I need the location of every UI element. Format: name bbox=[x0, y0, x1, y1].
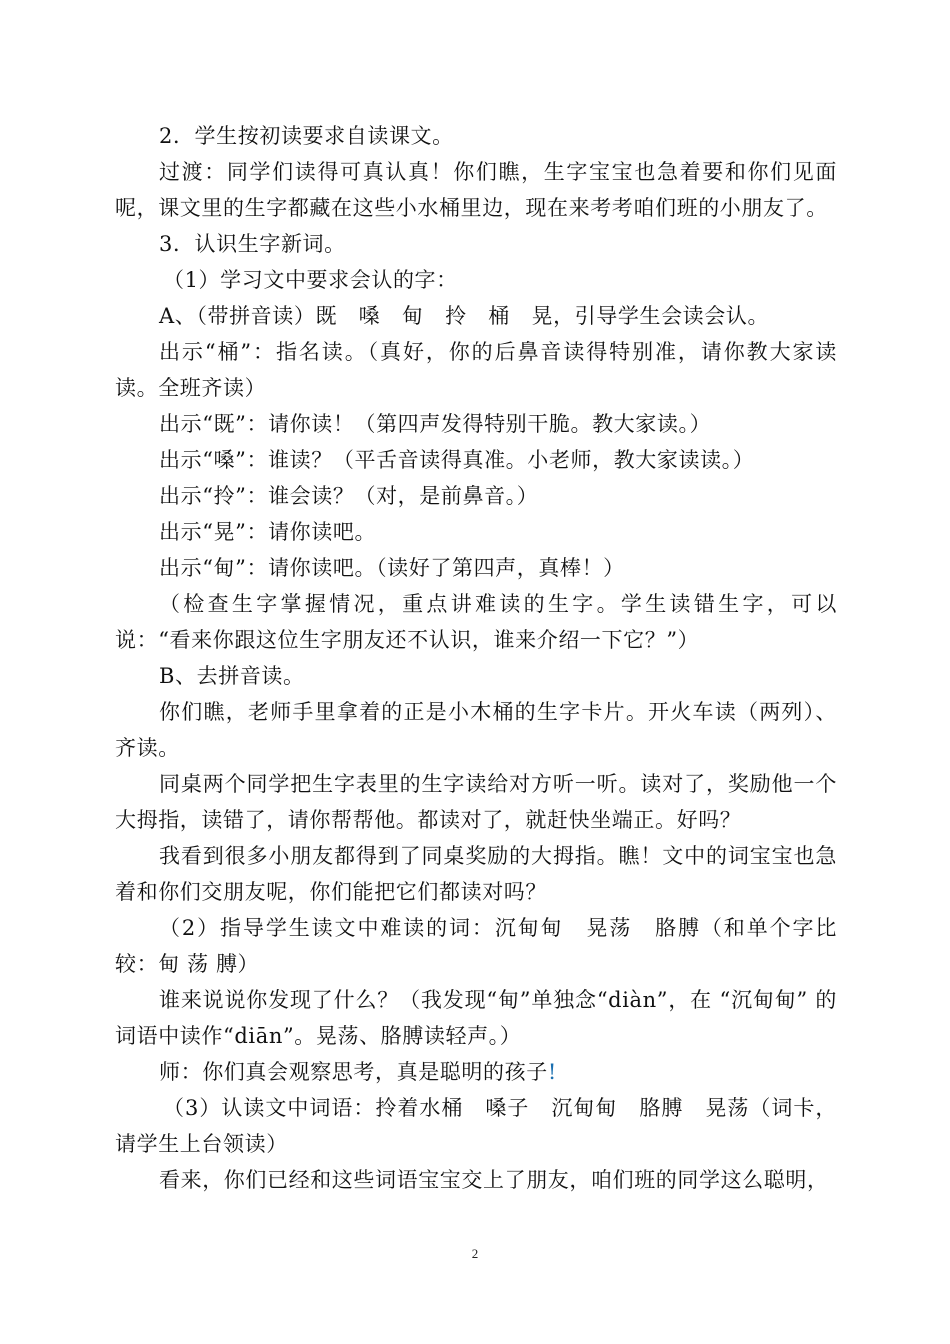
teacher-praise-text: 师：你们真会观察思考，真是聪明的孩子 bbox=[159, 1060, 548, 1084]
paragraph-show-ji: 出示“既”：请你读！（第四声发得特别干脆。教大家读。） bbox=[159, 412, 712, 436]
paragraph-transition: 过渡：同学们读得可真认真！你们瞧，生字宝宝也急着要和你们见面呢，课文里的生字都藏在这些小水桶里边，现在来考考咱们班的小朋友了。 bbox=[115, 160, 837, 220]
paragraph-step-3: 3．认识生字新词。 bbox=[159, 232, 346, 256]
paragraph-show-huang: 出示“晃”：请你读吧。 bbox=[159, 520, 377, 544]
paragraph-b-no-pinyin: B、去拼音读。 bbox=[159, 664, 305, 688]
paragraph-step-2: 2．学生按初读要求自读课文。 bbox=[159, 124, 454, 148]
page-number: 2 bbox=[471, 1246, 479, 1261]
paragraph-discovery: 谁来说说你发现了什么？（我发现“甸”单独念“diàn”，在 “沉甸甸” 的词语中读作“diān”。晃荡、胳膊读轻声。） bbox=[115, 988, 837, 1048]
paragraph-teacher bbox=[115, 1054, 837, 1090]
teacher-praise-mark: ! bbox=[547, 1060, 557, 1084]
paragraph-show-lin: 出示“拎”：谁会读？（对，是前鼻音。） bbox=[159, 484, 539, 508]
paragraph-show-tong: 出示“桶”：指名读。（真好，你的后鼻音读得特别准，请你教大家读读。全班齐读） bbox=[115, 340, 837, 400]
paragraph-sub-3: （3）认读文中词语：拎着水桶 嗓子 沉甸甸 胳膊 晃荡（词卡，请学生上台领读） bbox=[115, 1096, 837, 1156]
paragraph-check-note: （检查生字掌握情况，重点讲难读的生字。学生读错生字，可以说：“看来你跟这位生字朋友还不认识，谁来介绍一下它？”） bbox=[115, 592, 837, 652]
paragraph-thumbs: 我看到很多小朋友都得到了同桌奖励的大拇指。瞧！文中的词宝宝也急着和你们交朋友呢，你们能把它们都读对吗？ bbox=[115, 844, 837, 904]
paragraph-deskmates: 同桌两个同学把生字表里的生字读给对方听一听。读对了，奖励他一个大拇指，读错了，请你帮帮他。都读对了，就赶快坐端正。好吗？ bbox=[115, 772, 837, 832]
paragraph-sub-1: （1）学习文中要求会认的字： bbox=[163, 268, 458, 292]
paragraph-show-dian: 出示“甸”：请你读吧。（读好了第四声，真棒！） bbox=[159, 556, 625, 580]
paragraph-sub-2: （2）指导学生读文中难读的词：沉甸甸 晃荡 胳膊（和单个字比较：甸 荡 膊） bbox=[115, 916, 837, 976]
paragraph-a-pinyin: A、（带拼音读）既 嗓 甸 拎 桶 晃，引导学生会读会认。 bbox=[159, 304, 770, 328]
paragraph-closing: 看来，你们已经和这些词语宝宝交上了朋友，咱们班的同学这么聪明， bbox=[159, 1168, 829, 1192]
paragraph-cards: 你们瞧，老师手里拿着的正是小木桶的生字卡片。开火车读（两列）、齐读。 bbox=[115, 700, 837, 760]
document-body bbox=[115, 118, 837, 1198]
paragraph-show-sang: 出示“嗓”：谁读？（平舌音读得真准。小老师，教大家读读。） bbox=[159, 448, 755, 472]
